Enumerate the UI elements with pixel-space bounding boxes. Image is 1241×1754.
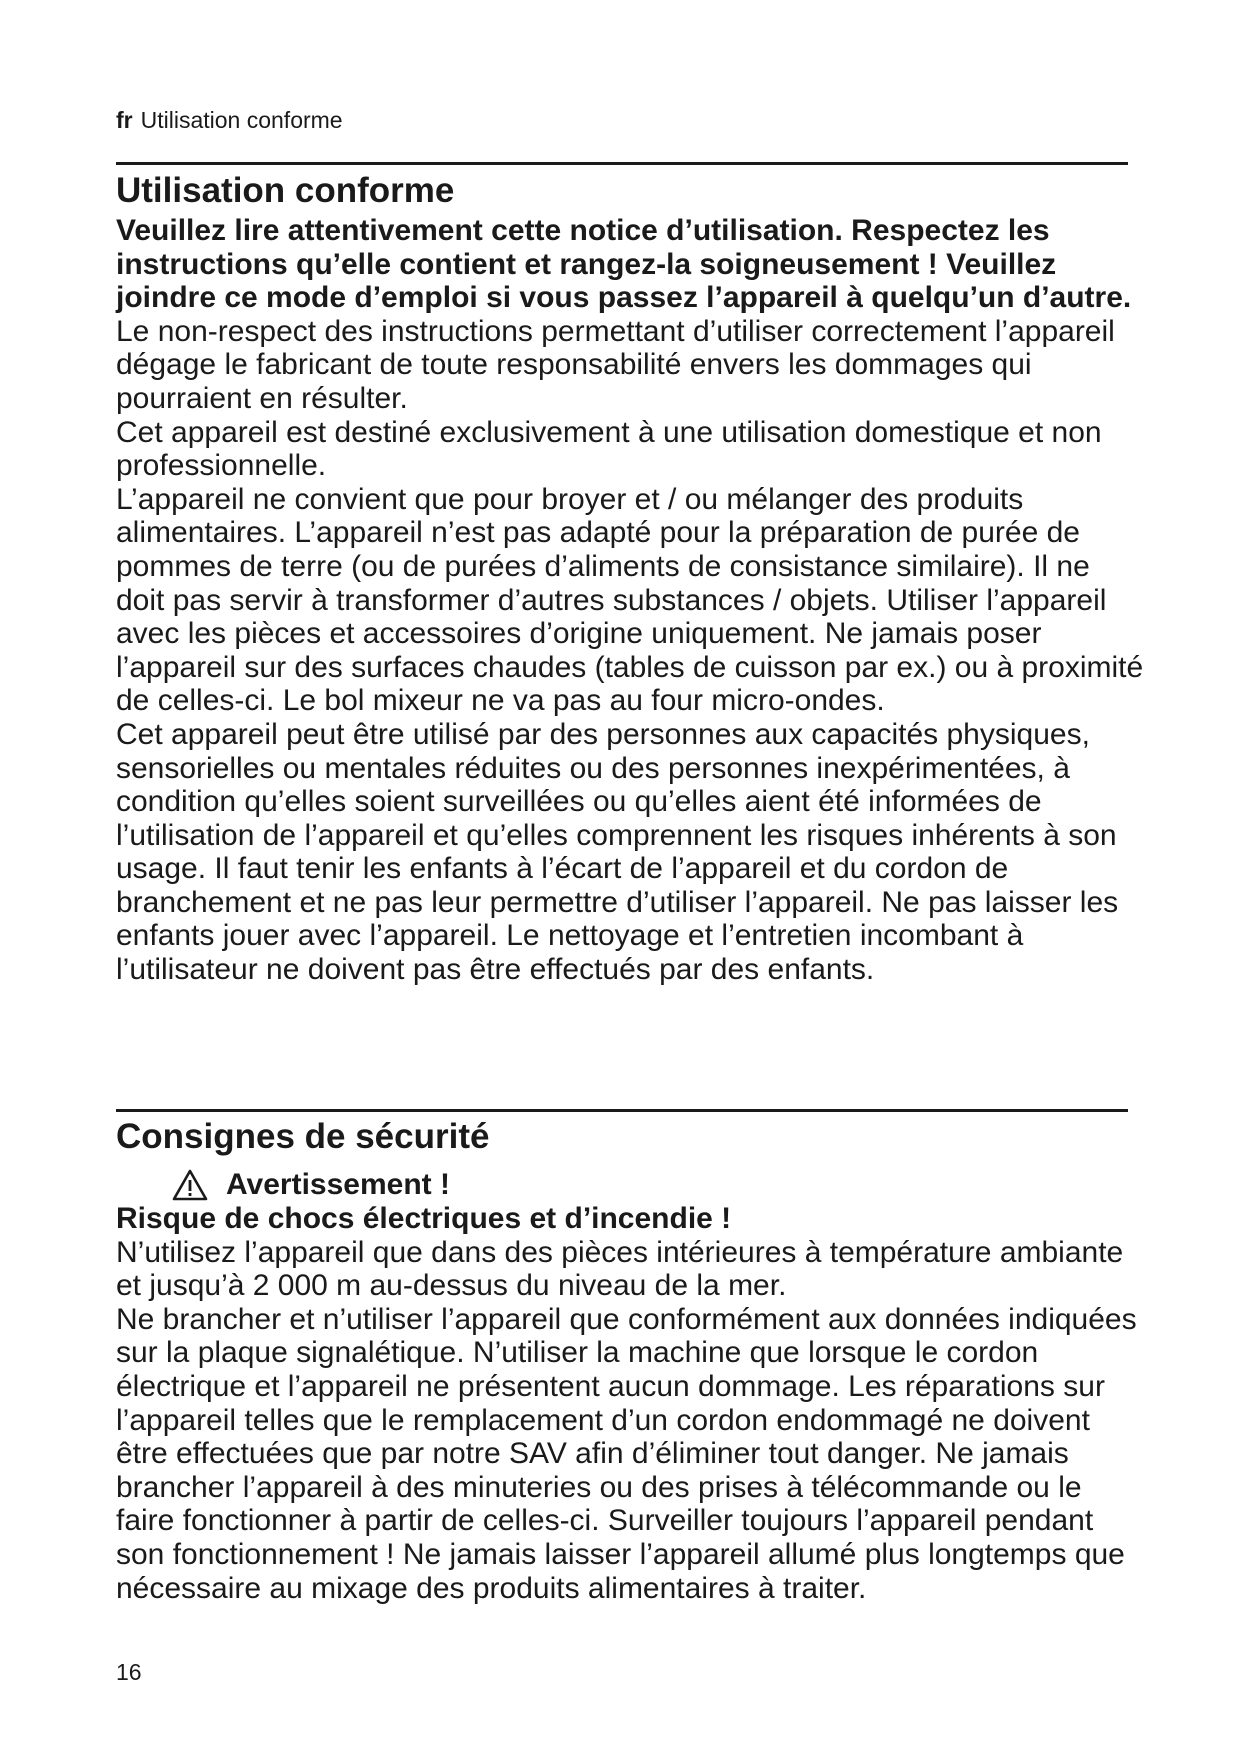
section-title: Consignes de sécurité: [116, 1117, 490, 1156]
risk-title: Risque de chocs électriques et d’incendie !: [116, 1202, 732, 1235]
header-section-title: Utilisation conforme: [140, 107, 343, 133]
section-divider: [116, 162, 1128, 165]
section-divider: [116, 1109, 1128, 1112]
paragraph-domestic-use: Cet appareil est destiné exclusivement à une utilisation domestique et non professionnelle.: [116, 415, 1102, 483]
section-title: Utilisation conforme: [116, 171, 455, 210]
warning-triangle-icon: [172, 1169, 208, 1201]
paragraph-usage-scope: L’appareil ne convient que pour broyer et / ou mélanger des produits alimentaires. L’appareil n’est pas adapté pour la préparation de purée de pommes de terre (ou de purées d’aliments de consistance similaire). Il ne doit pas servir à transformer d’autres substances / objets. Utiliser l’appareil avec les pièces et accessoires d’origine uniquement. Ne jamais poser l’appareil sur des surfaces chaudes (tables de cuisson par ex.) ou à proximité de celles-ci. Le bol mixeur ne va pas au four micro-ondes.: [116, 482, 1144, 718]
lead-instructions: Veuillez lire attentivement cette notice d’utilisation. Respectez les instructions qu’elle contient et rangez-la soigneusement ! Veuillez joindre ce mode d’emploi si vous passez l’appareil à quelqu’un d’autre.: [116, 214, 1132, 315]
paragraph-environment: N’utilisez l’appareil que dans des pièces intérieures à température ambiante et jusqu’à 2 000 m au-dessus du niveau de la mer.: [116, 1235, 1124, 1303]
warning-label: Avertissement !: [226, 1168, 450, 1201]
warning-heading: [172, 1168, 1146, 1202]
paragraph-electrical-safety: Ne brancher et n’utiliser l’appareil que conformément aux données indiquées sur la plaque signalétique. N’utiliser la machine que lorsque le cordon électrique et l’appareil ne présentent aucun dommage. Les réparations sur l’appareil telles que le remplacement d’un cordon endommagé ne doivent être effectuées que par notre SAV afin d’éliminer tout danger. Ne jamais brancher l’appareil à des minuteries ou des prises à télécommande ou le faire fonctionner à partir de celles-ci. Surveiller toujours l’appareil pendant son fonctionnement ! Ne jamais laisser l’appareil allumé plus longtemps que nécessaire au mixage des produits alimentaires à traiter.: [116, 1302, 1137, 1605]
language-code: fr: [116, 107, 133, 133]
paragraph-persons-children: Cet appareil peut être utilisé par des personnes aux capacités physiques, sensorielles ou mentales réduites ou des personnes inexpérimentées, à condition qu’elles soient surveillées ou qu’elles aient été informées de l’utilisation de l’appareil et qu’elles comprennent les risques inhérents à son usage. Il faut tenir les enfants à l’écart de l’appareil et du cordon de branchement et ne pas leur permettre d’utiliser l’appareil. Ne pas laisser les enfants jouer avec l’appareil. Le nettoyage et l’entretien incombant à l’utilisateur ne doivent pas être effectués par des enfants.: [116, 717, 1119, 987]
section-intended-use: [116, 168, 1146, 987]
section-safety: [116, 1114, 1146, 1605]
page-number: 16: [116, 1659, 142, 1685]
running-header: [116, 106, 343, 134]
paragraph-liability: Le non-respect des instructions permettant d’utiliser correctement l’appareil dégage le fabricant de toute responsabilité envers les dommages qui pourraient en résulter.: [116, 314, 1115, 415]
